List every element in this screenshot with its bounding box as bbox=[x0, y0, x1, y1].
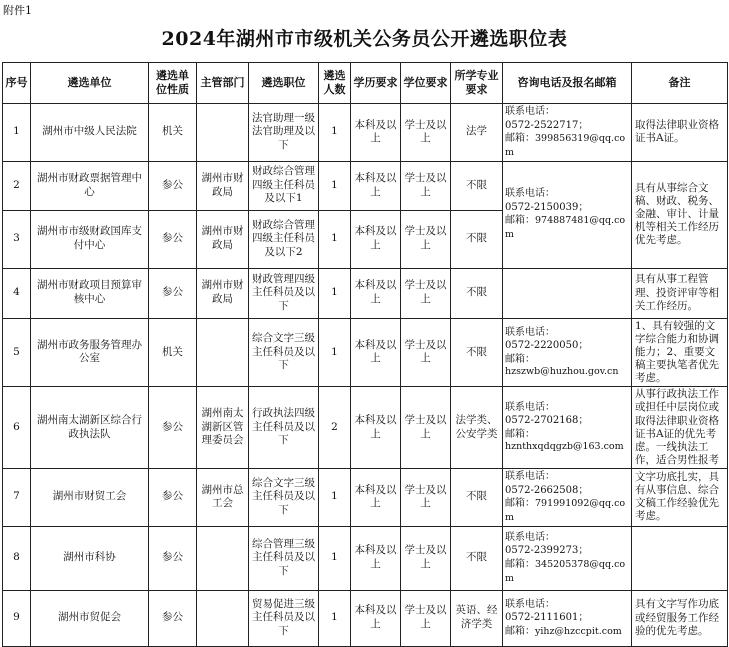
cell-position: 综合文字三级主任科员及以下 bbox=[249, 318, 319, 387]
cell-dept: 湖州市财政局 bbox=[197, 161, 249, 210]
cell-seq: 6 bbox=[3, 387, 31, 469]
cell-seq: 9 bbox=[3, 590, 31, 646]
contact-email: 791991092@qq.com bbox=[505, 498, 626, 523]
cell-major: 英语、经济学类 bbox=[451, 590, 503, 646]
cell-nature: 参公 bbox=[149, 387, 197, 469]
header-contact: 咨询电话及报名邮箱 bbox=[503, 63, 632, 104]
cell-major: 不限 bbox=[451, 268, 503, 318]
cell-degree: 学士及以上 bbox=[401, 469, 451, 527]
contact-email-label: 邮箱： bbox=[505, 498, 535, 509]
cell-seq: 4 bbox=[3, 268, 31, 318]
cell-unit: 湖州市中级人民法院 bbox=[31, 104, 149, 162]
cell-seq: 2 bbox=[3, 161, 31, 210]
contact-phone-label: 联系电话： bbox=[505, 326, 555, 338]
header-count: 遴选人数 bbox=[319, 63, 351, 104]
cell-nature: 参公 bbox=[149, 161, 197, 210]
cell-position: 行政执法四级主任科员及以下 bbox=[249, 387, 319, 469]
contact-email: 974887481@qq.com bbox=[505, 215, 626, 241]
cell-count: 1 bbox=[319, 268, 351, 318]
cell-edu: 本科及以上 bbox=[351, 268, 401, 318]
cell-unit: 湖州市政务服务管理办公室 bbox=[31, 318, 149, 387]
header-edu: 学历要求 bbox=[351, 63, 401, 104]
cell-edu: 本科及以上 bbox=[351, 318, 401, 387]
table-row bbox=[3, 590, 728, 646]
header-dept: 主管部门 bbox=[197, 63, 249, 104]
cell-note: 文字功底扎实，具有从事信息、综合文稿工作经验优先考虑。 bbox=[632, 469, 728, 527]
cell-position: 法官助理一级法官助理及以下 bbox=[249, 104, 319, 162]
cell-major: 法学 bbox=[451, 104, 503, 162]
cell-count: 1 bbox=[319, 526, 351, 590]
page-title: 2024年湖州市市级机关公务员公开遴选职位表 bbox=[161, 28, 568, 50]
cell-position: 贸易促进三级主任科员及以下 bbox=[249, 590, 319, 646]
header-note: 备注 bbox=[632, 63, 728, 104]
contact-phone-label: 联系电话： bbox=[505, 471, 555, 482]
cell-contact bbox=[503, 590, 632, 646]
cell-note bbox=[632, 526, 728, 590]
cell-major: 法学类、公安学类 bbox=[451, 387, 503, 469]
cell-note: 1、具有较强的文字综合能力和协调能力；2、重要文稿主要执笔者优先考虑。 bbox=[632, 318, 728, 387]
cell-note: 具有从事工程管理、投资评审等相关工作经历。 bbox=[632, 268, 728, 318]
cell-unit: 湖州市财政票据管理中心 bbox=[31, 161, 149, 210]
cell-position: 综合文字三级主任科员及以下 bbox=[249, 469, 319, 527]
cell-count: 1 bbox=[319, 590, 351, 646]
contact-phone-label: 联系电话： bbox=[505, 106, 555, 117]
table-row bbox=[3, 161, 728, 210]
contact-email-label: 邮箱： bbox=[505, 625, 535, 637]
contact-phone: 0572-2220050； bbox=[505, 340, 589, 352]
contact-email-label: 邮箱： bbox=[505, 558, 535, 570]
cell-position: 财政管理四级主任科员及以下 bbox=[249, 268, 319, 318]
contact-email: yihz@hzccpit.com bbox=[535, 625, 622, 637]
cell-major: 不限 bbox=[451, 318, 503, 387]
cell-degree: 学士及以上 bbox=[401, 387, 451, 469]
contact-phone-label: 联系电话： bbox=[505, 188, 555, 200]
cell-note-merged: 具有从事综合文稿、财政、税务、金融、审计、计量机等相关工作经历优先考虑。 bbox=[632, 161, 728, 268]
header-row bbox=[3, 63, 728, 104]
cell-contact bbox=[503, 469, 632, 527]
cell-contact bbox=[503, 387, 632, 469]
contact-phone: 0572-2662508； bbox=[505, 484, 589, 496]
cell-contact bbox=[503, 268, 632, 318]
contact-email-label: 邮箱： bbox=[505, 215, 535, 227]
contact-email: hzszwb@huzhou.gov.cn bbox=[505, 366, 619, 378]
contact-phone: 0572-2111601； bbox=[505, 612, 589, 624]
contact-phone: 0572-2150039； bbox=[505, 201, 589, 213]
table-row bbox=[3, 268, 728, 318]
cell-contact bbox=[503, 318, 632, 387]
cell-seq: 5 bbox=[3, 318, 31, 387]
cell-count: 1 bbox=[319, 104, 351, 162]
contact-phone-label: 联系电话： bbox=[505, 401, 555, 413]
header-position: 遴选职位 bbox=[249, 63, 319, 104]
contact-phone-label: 联系电话： bbox=[505, 598, 555, 610]
cell-dept: 湖州市财政局 bbox=[197, 268, 249, 318]
cell-dept: 湖州市总工会 bbox=[197, 469, 249, 527]
cell-unit: 湖州市财政项目预算审核中心 bbox=[31, 268, 149, 318]
contact-phone-label: 联系电话： bbox=[505, 531, 555, 543]
table-row bbox=[3, 387, 728, 469]
contact-email-label: 邮箱： bbox=[505, 428, 535, 440]
cell-nature: 参公 bbox=[149, 469, 197, 527]
header-unit: 遴选单位 bbox=[31, 63, 149, 104]
cell-contact bbox=[503, 526, 632, 590]
cell-seq: 8 bbox=[3, 526, 31, 590]
cell-contact-merged bbox=[503, 161, 632, 268]
cell-nature: 机关 bbox=[149, 104, 197, 162]
contact-email: 399856319@qq.com bbox=[505, 133, 626, 158]
table-row bbox=[3, 318, 728, 387]
cell-unit: 湖州市市级财政国库支付中心 bbox=[31, 210, 149, 268]
cell-edu: 本科及以上 bbox=[351, 387, 401, 469]
cell-dept: 湖州南太湖新区管理委员会 bbox=[197, 387, 249, 469]
cell-note: 取得法律职业资格证书A证。 bbox=[632, 104, 728, 162]
cell-seq: 7 bbox=[3, 469, 31, 527]
cell-degree: 学士及以上 bbox=[401, 526, 451, 590]
table-row bbox=[3, 469, 728, 527]
cell-nature: 参公 bbox=[149, 590, 197, 646]
contact-email: hznthxqdqgzb@163.com bbox=[505, 441, 624, 453]
cell-major: 不限 bbox=[451, 526, 503, 590]
cell-unit: 湖州市贸促会 bbox=[31, 590, 149, 646]
header-nature: 遴选单位性质 bbox=[149, 63, 197, 104]
cell-major: 不限 bbox=[451, 161, 503, 210]
header-degree: 学位要求 bbox=[401, 63, 451, 104]
cell-degree: 学士及以上 bbox=[401, 590, 451, 646]
cell-seq: 3 bbox=[3, 210, 31, 268]
cell-position: 财政综合管理四级主任科员及以下1 bbox=[249, 161, 319, 210]
cell-position: 综合管理三级主任科员及以下 bbox=[249, 526, 319, 590]
header-seq: 序号 bbox=[3, 63, 31, 104]
header-major: 所学专业要求 bbox=[451, 63, 503, 104]
table-row bbox=[3, 526, 728, 590]
cell-count: 1 bbox=[319, 210, 351, 268]
cell-edu: 本科及以上 bbox=[351, 104, 401, 162]
cell-dept bbox=[197, 590, 249, 646]
cell-degree: 学士及以上 bbox=[401, 268, 451, 318]
cell-dept bbox=[197, 104, 249, 162]
cell-count: 2 bbox=[319, 387, 351, 469]
cell-nature: 参公 bbox=[149, 268, 197, 318]
cell-edu: 本科及以上 bbox=[351, 590, 401, 646]
cell-dept bbox=[197, 318, 249, 387]
contact-phone: 0572-2702168； bbox=[505, 415, 589, 427]
contact-email-label: 邮箱： bbox=[505, 353, 535, 365]
cell-edu: 本科及以上 bbox=[351, 210, 401, 268]
cell-degree: 学士及以上 bbox=[401, 318, 451, 387]
cell-unit: 湖州市科协 bbox=[31, 526, 149, 590]
cell-edu: 本科及以上 bbox=[351, 469, 401, 527]
cell-edu: 本科及以上 bbox=[351, 161, 401, 210]
cell-nature: 参公 bbox=[149, 210, 197, 268]
cell-count: 1 bbox=[319, 469, 351, 527]
contact-email-label: 邮箱： bbox=[505, 133, 535, 144]
table-row bbox=[3, 104, 728, 162]
cell-degree: 学士及以上 bbox=[401, 104, 451, 162]
cell-nature: 参公 bbox=[149, 526, 197, 590]
cell-unit: 湖州市财贸工会 bbox=[31, 469, 149, 527]
contact-email: 345205378@qq.com bbox=[505, 558, 626, 584]
cell-degree: 学士及以上 bbox=[401, 210, 451, 268]
position-table bbox=[2, 62, 728, 647]
cell-seq: 1 bbox=[3, 104, 31, 162]
cell-degree: 学士及以上 bbox=[401, 161, 451, 210]
attachment-label: 附件1 bbox=[3, 4, 32, 17]
cell-dept bbox=[197, 526, 249, 590]
cell-note: 具有文字写作功底或经贸服务工作经验的优先考虑。 bbox=[632, 590, 728, 646]
contact-phone: 0572-2522717； bbox=[505, 119, 589, 131]
cell-count: 1 bbox=[319, 161, 351, 210]
cell-note: 从事行政执法工作或担任中层岗位或取得法律职业资格证书A证的优先考虑。一线执法工作，适合男性报考 bbox=[632, 387, 728, 469]
cell-dept: 湖州市财政局 bbox=[197, 210, 249, 268]
cell-unit: 湖州南太湖新区综合行政执法队 bbox=[31, 387, 149, 469]
cell-major: 不限 bbox=[451, 210, 503, 268]
cell-major: 不限 bbox=[451, 469, 503, 527]
cell-edu: 本科及以上 bbox=[351, 526, 401, 590]
cell-count: 1 bbox=[319, 318, 351, 387]
cell-contact bbox=[503, 104, 632, 162]
cell-nature: 机关 bbox=[149, 318, 197, 387]
cell-position: 财政综合管理四级主任科员及以下2 bbox=[249, 210, 319, 268]
contact-phone: 0572-2399273； bbox=[505, 545, 589, 557]
